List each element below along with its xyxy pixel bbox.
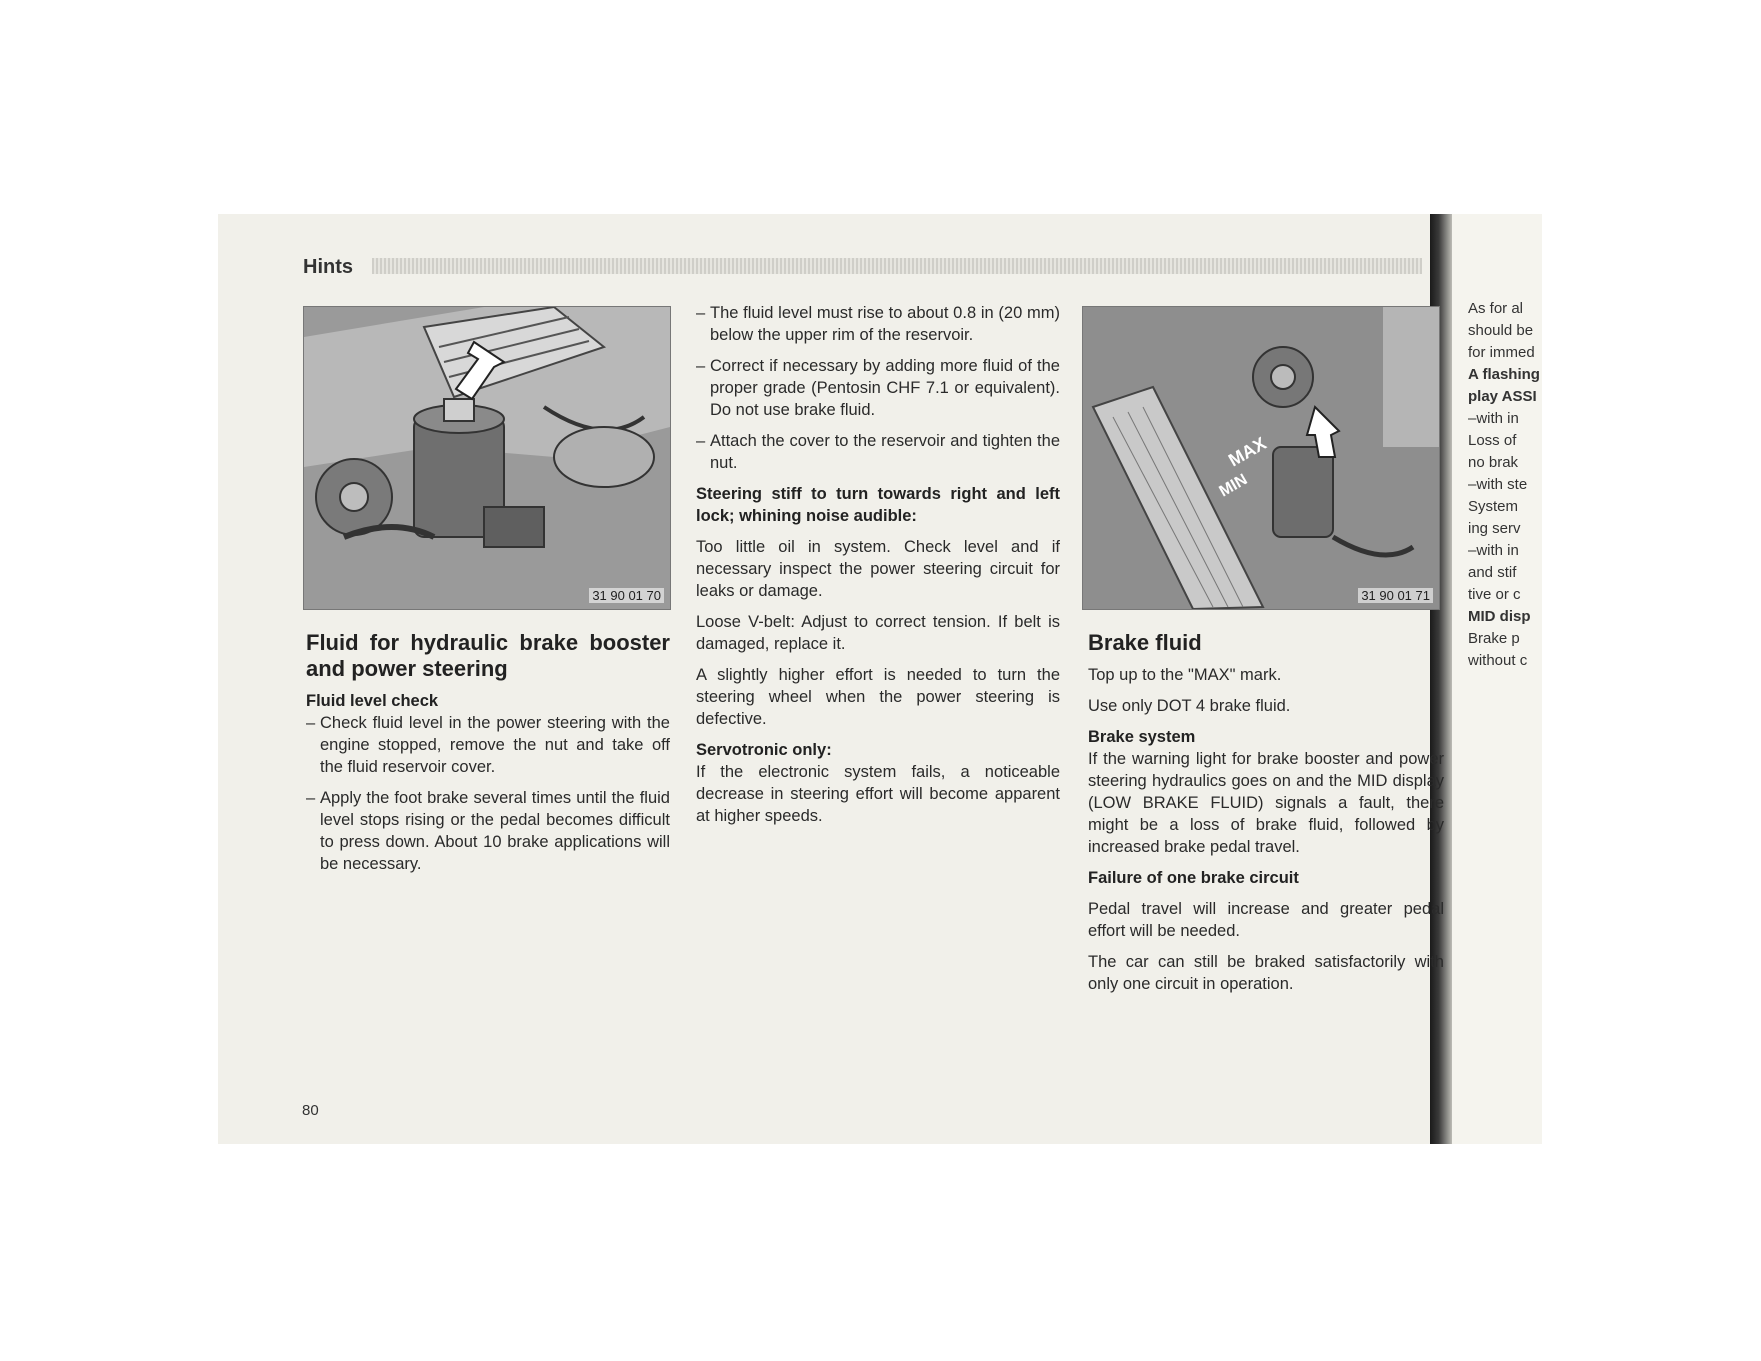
max-mark-label: MAX xyxy=(1225,433,1270,471)
engine-drawing xyxy=(304,307,670,609)
paragraph: The car can still be braked satisfactorily with only one circuit in operation. xyxy=(1088,953,1444,993)
section-heading: Brake fluid xyxy=(1088,630,1202,655)
figure-code: 31 90 01 71 xyxy=(1358,588,1433,603)
list-item: – Correct if necessary by adding more fluid of the proper grade (Pentosin CHF 7.1 or equivalent). Do not use brake fluid. xyxy=(696,355,1060,421)
paragraph: Pedal travel will increase and greater pedal effort will be needed. xyxy=(1088,900,1444,940)
list-item: – Attach the cover to the reservoir and tighten the nut. xyxy=(696,430,1060,474)
column-2 xyxy=(696,302,1060,836)
edge-line: for immed xyxy=(1468,344,1535,361)
list-item: – Apply the foot brake several times until the fluid level stops rising or the pedal becomes difficult to press down. About 10 brake applications will be necessary. xyxy=(306,787,670,875)
edge-line: –with in xyxy=(1468,542,1519,559)
figure-code: 31 90 01 70 xyxy=(589,588,664,603)
edge-line: –with ste xyxy=(1468,476,1528,493)
edge-line: play ASSI xyxy=(1468,388,1537,405)
edge-line: A flashing xyxy=(1468,366,1540,383)
edge-line: tive or c xyxy=(1468,586,1521,603)
edge-line: –with in xyxy=(1468,410,1519,427)
paragraph: A slightly higher effort is needed to turn the steering wheel when the power steering is defective. xyxy=(696,666,1060,728)
min-mark-label: MIN xyxy=(1216,471,1251,501)
header-rule xyxy=(372,258,1422,274)
engine-illustration-power-steering xyxy=(303,306,671,610)
edge-line: As for al xyxy=(1468,300,1524,317)
paragraph: Use only DOT 4 brake fluid. xyxy=(1088,697,1291,715)
section-heading: Fluid for hydraulic brake booster and power steering xyxy=(306,630,670,681)
paragraph: If the electronic system fails, a noticeable decrease in steering effort will become apparent at higher speeds. xyxy=(696,763,1060,825)
edge-line: System xyxy=(1468,498,1519,515)
edge-line: Brake p xyxy=(1468,630,1520,647)
sub-heading: Failure of one brake circuit xyxy=(1088,869,1299,887)
page-number: 80 xyxy=(302,1102,319,1119)
paragraph: Too little oil in system. Check level and if necessary inspect the power steering circuit for leaks or damage. xyxy=(696,538,1060,600)
edge-line: and stif xyxy=(1468,564,1517,581)
edge-line: MID disp xyxy=(1468,608,1531,625)
edge-line: Loss of xyxy=(1468,432,1517,449)
column-3 xyxy=(1088,630,1444,1004)
sub-heading: Servotronic only: xyxy=(696,741,832,759)
paragraph: Loose V-belt: Adjust to correct tension. If belt is damaged, replace it. xyxy=(696,613,1060,653)
sub-heading: Fluid level check xyxy=(306,692,439,710)
next-page-text-fragments xyxy=(1468,298,1540,672)
paragraph: Top up to the "MAX" mark. xyxy=(1088,666,1282,684)
edge-line: no brak xyxy=(1468,454,1519,471)
engine-illustration-brake-fluid xyxy=(1082,306,1440,610)
section-title: Hints xyxy=(303,256,353,278)
edge-line: ing serv xyxy=(1468,520,1521,537)
column-1 xyxy=(306,630,670,884)
brake-reservoir-drawing xyxy=(1083,307,1439,609)
list-item: – The fluid level must rise to about 0.8 in (20 mm) below the upper rim of the reservoir. xyxy=(696,302,1060,346)
paragraph: If the warning light for brake booster and power steering hydraulics goes on and the MID display (LOW BRAKE FLUID) signals a fault, there might be a loss of brake fluid, followed by increased brake pedal travel. xyxy=(1088,750,1444,856)
list-item: – Check fluid level in the power steering with the engine stopped, remove the nut and take off the fluid reservoir cover. xyxy=(306,712,670,778)
sub-heading: Brake system xyxy=(1088,728,1196,746)
edge-line: without c xyxy=(1468,652,1528,669)
sub-heading: Steering stiff to turn towards right and left lock; whining noise audible: xyxy=(696,485,1060,525)
edge-line: should be xyxy=(1468,322,1534,339)
